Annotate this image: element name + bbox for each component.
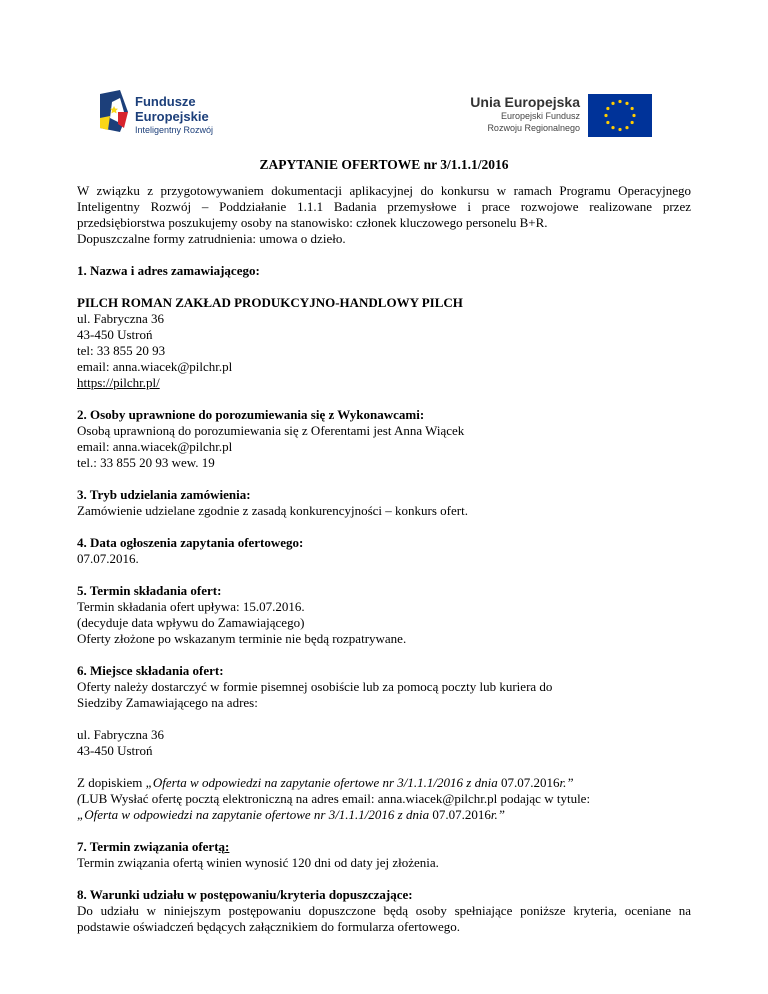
section-7-heading-colon: ą: xyxy=(218,839,230,854)
email-subject xyxy=(77,807,691,823)
delivery-line1: Oferty należy dostarczyć w formie pisemnej osobiście lub za pomocą poczty lub kuriera do xyxy=(77,679,553,694)
fe-line3: Inteligentny Rozwój xyxy=(135,125,214,135)
eu-star-icon xyxy=(618,100,621,103)
employment-forms: Dopuszczalne formy zatrudnienia: umowa o dzieło. xyxy=(77,231,346,246)
eu-star-icon xyxy=(632,114,635,117)
subject-end: r.” xyxy=(490,807,505,822)
fe-flag-icon xyxy=(98,88,132,134)
annotation-prefix: Z dopiskiem xyxy=(77,775,146,790)
ue-line3: Rozwoju Regionalnego xyxy=(487,123,580,133)
email-alternative xyxy=(77,791,691,807)
ue-line2: Europejski Fundusz xyxy=(500,111,580,121)
section-7-heading xyxy=(77,839,691,855)
fe-line2: Europejskie xyxy=(135,109,209,124)
delivery-line2: Siedziby Zamawiającego na adres: xyxy=(77,695,258,710)
subject-italic: „Oferta w odpowiedzi na zapytanie ofertowe nr 3/1.1.1/2016 z dnia xyxy=(77,807,433,822)
document-body xyxy=(77,183,691,935)
eu-star-icon xyxy=(631,107,634,110)
contact-email: email: anna.wiacek@pilchr.pl xyxy=(77,439,233,454)
alt-text: LUB Wysłać ofertę pocztą elektroniczną na adres email: anna.wiacek@pilchr.pl podając w tytule: xyxy=(81,791,591,806)
alt-open-paren: ( xyxy=(77,791,82,806)
subject-date: 07.07.2016 xyxy=(432,807,491,822)
company-city: 43-450 Ustroń xyxy=(77,327,153,342)
section-8-text: Do udziału w niniejszym postępowaniu dopuszczone będą osoby spełniające poniższe kryteria, oceniane na podstawie oświadczeń będących załącznikiem do formularza ofertowego. xyxy=(77,903,691,934)
section-2-heading: 2. Osoby uprawnione do porozumiewania się z Wykonawcami: xyxy=(77,407,425,422)
delivery-street: ul. Fabryczna 36 xyxy=(77,727,165,742)
deadline-line: Termin składania ofert upływa: 15.07.2016. xyxy=(77,599,305,614)
annotation-date: 07.07.2016 xyxy=(500,775,560,790)
eu-star-icon xyxy=(625,102,628,105)
section-7-heading-main: 7. Termin związania ofert xyxy=(77,839,219,854)
contact-phone: tel.: 33 855 20 93 wew. 19 xyxy=(77,455,215,470)
eu-star-icon xyxy=(625,126,628,129)
eu-star-icon xyxy=(611,102,614,105)
fundusze-europejskie-logo xyxy=(98,88,268,138)
fe-wordmark xyxy=(135,95,213,135)
section-5-heading: 5. Termin składania ofert: xyxy=(77,583,222,598)
eu-star-icon xyxy=(606,121,609,124)
late-offers-note: Oferty złożone po wskazanym terminie nie będą rozpatrywane. xyxy=(77,631,407,646)
offer-annotation xyxy=(77,775,691,791)
section-4-text: 07.07.2016. xyxy=(77,551,139,566)
section-6-heading: 6. Miejsce składania ofert: xyxy=(77,663,224,678)
intro-paragraph: W związku z przygotowywaniem dokumentacji aplikacyjnej do konkursu w ramach Programu Operacyjnego Inteligentny Rozwój – Poddziałanie 1.1.1 Badania przemysłowe i prace rozwojowe realizowane przez przedsiębiorstwa poszukujemy osoby na stanowisko: członek kluczowego personelu B+R. xyxy=(77,183,691,230)
section-1-heading: 1. Nazwa i adres zamawiającego: xyxy=(77,263,260,278)
section-8-heading: 8. Warunki udziału w postępowaniu/kryteria dopuszczające: xyxy=(77,887,413,902)
delivery-city: 43-450 Ustroń xyxy=(77,743,153,758)
section-3-heading: 3. Tryb udzielania zamówienia: xyxy=(77,487,251,502)
section-7-text: Termin związania ofertą winien wynosić 120 dni od daty jej złożenia. xyxy=(77,855,439,870)
company-email: email: anna.wiacek@pilchr.pl xyxy=(77,359,233,374)
ue-wordmark xyxy=(470,95,580,133)
annotation-italic: „Oferta w odpowiedzi na zapytanie ofertowe nr 3/1.1.1/2016 z dnia xyxy=(145,775,501,790)
eu-star-icon xyxy=(611,126,614,129)
eu-star-icon xyxy=(618,128,621,131)
company-name: PILCH ROMAN ZAKŁAD PRODUKCYJNO-HANDLOWY PILCH xyxy=(77,295,463,310)
company-street: ul. Fabryczna 36 xyxy=(77,311,165,326)
company-phone: tel: 33 855 20 93 xyxy=(77,343,166,358)
contact-person: Osobą uprawnioną do porozumiewania się z Oferentami jest Anna Wiącek xyxy=(77,423,465,438)
unia-europejska-logo xyxy=(462,94,652,138)
section-4-heading: 4. Data ogłoszenia zapytania ofertowego: xyxy=(77,535,304,550)
eu-flag-icon xyxy=(588,94,652,137)
company-website-link[interactable]: https://pilchr.pl/ xyxy=(77,375,160,390)
eu-star-icon xyxy=(604,114,607,117)
section-3-text: Zamówienie udzielane zgodnie z zasadą konkurencyjności – konkurs ofert. xyxy=(77,503,468,518)
page-title: ZAPYTANIE OFERTOWE nr 3/1.1.1/2016 xyxy=(259,157,509,172)
annotation-end: r.” xyxy=(559,775,574,790)
fe-line1: Fundusze xyxy=(135,94,196,109)
eu-star-icon xyxy=(606,107,609,110)
ue-line1: Unia Europejska xyxy=(470,94,580,110)
deadline-note: (decyduje data wpływu do Zamawiającego) xyxy=(77,615,305,630)
eu-star-icon xyxy=(631,121,634,124)
